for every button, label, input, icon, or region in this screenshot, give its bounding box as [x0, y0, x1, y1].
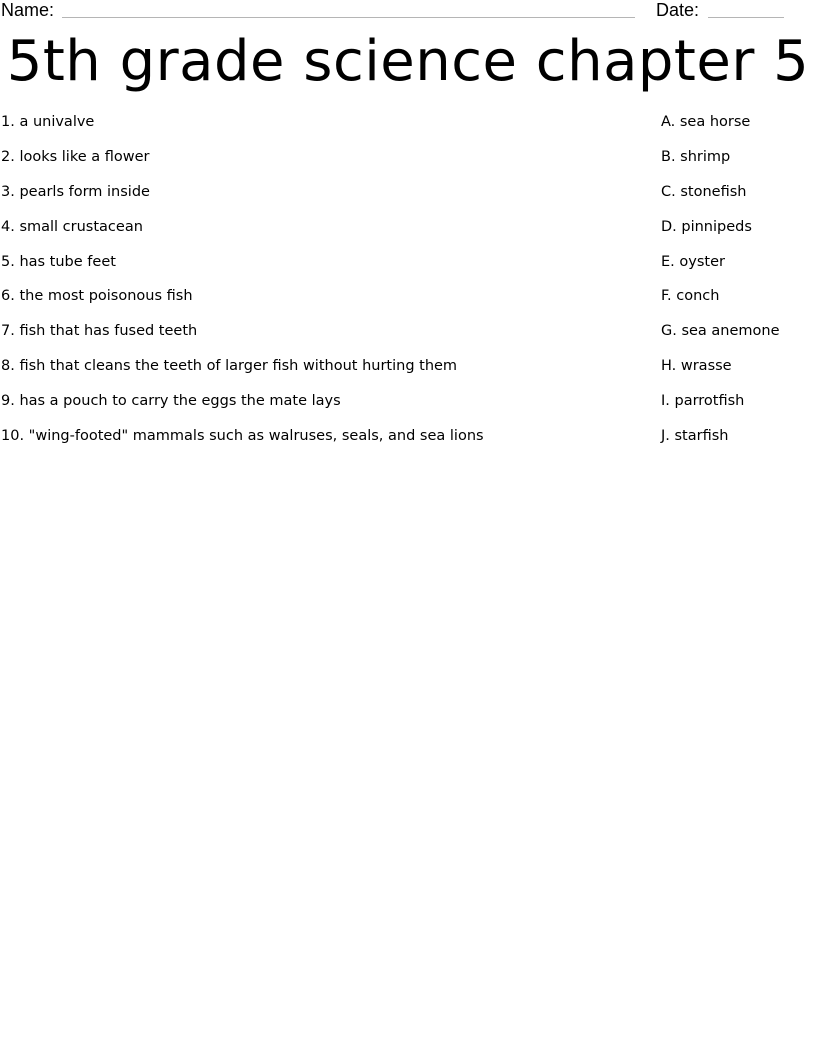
- clue-item-4: 4. small crustacean: [1, 218, 143, 235]
- answer-item-e: E. oyster: [661, 253, 725, 270]
- clue-item-7: 7. fish that has fused teeth: [1, 323, 198, 340]
- answer-item-d: D. pinnipeds: [661, 218, 752, 235]
- clue-item-1: 1. a univalve: [1, 114, 95, 130]
- name-field-line: [62, 17, 635, 18]
- clue-list: [1, 112, 641, 461]
- date-label: Date:: [656, 0, 700, 20]
- answer-item-f: F. conch: [661, 288, 720, 305]
- answer-item-g: G. sea anemone: [661, 323, 780, 340]
- answer-item-b: B. shrimp: [661, 148, 731, 165]
- clue-item-10: 10. "wing-footed" mammals such as walruses, seals, and sea lions: [1, 428, 484, 445]
- answer-item-c: C. stonefish: [661, 183, 747, 200]
- answer-item-h: H. wrasse: [661, 358, 732, 375]
- clue-item-3: 3. pearls form inside: [1, 183, 150, 200]
- answer-item-j: J. starfish: [661, 428, 729, 445]
- worksheet-header: [0, 0, 816, 24]
- clue-item-5: 5. has tube feet: [1, 253, 116, 270]
- clue-item-2: 2. looks like a flower: [1, 148, 150, 165]
- clue-item-6: 6. the most poisonous fish: [1, 288, 193, 305]
- answer-list: [661, 112, 811, 461]
- answer-item-i: I. parrotfish: [661, 393, 745, 410]
- date-field-line: [708, 17, 784, 18]
- page-title: 5th grade science chapter 5: [6, 29, 810, 94]
- answer-item-a: A. sea horse: [661, 114, 751, 130]
- clue-item-9: 9. has a pouch to carry the eggs the mate lays: [1, 393, 341, 410]
- name-label: Name:: [1, 0, 55, 20]
- clue-item-8: 8. fish that cleans the teeth of larger fish without hurting them: [1, 358, 458, 375]
